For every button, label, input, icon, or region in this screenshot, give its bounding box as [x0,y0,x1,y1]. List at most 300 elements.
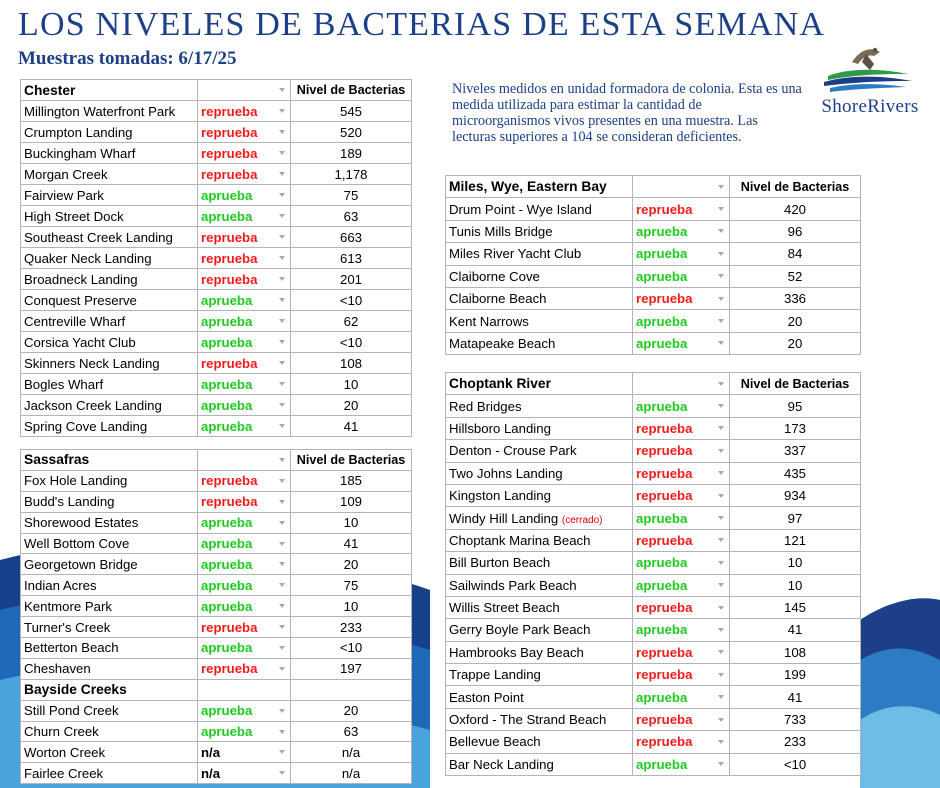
table-row [21,332,412,353]
bacteria-level: 420 [730,198,861,220]
logo-wordmark: ShoreRivers [821,96,919,117]
status-value: reprueba [201,661,258,677]
site-name: Drum Point - Wye Island [449,201,592,217]
site-name: Claiborne Cove [449,268,540,284]
status-dropdown[interactable] [198,248,291,269]
status-dropdown[interactable] [198,638,291,659]
bacteria-level: 41 [291,416,412,437]
status-dropdown[interactable] [633,529,730,551]
status-dropdown[interactable] [198,206,291,227]
shorerivers-logo [808,44,932,120]
status-dropdown[interactable] [198,742,291,763]
choptank-river-table [445,372,861,776]
bacteria-level: 197 [291,658,412,679]
site-name: Buckingham Wharf [24,145,136,161]
bacteria-level: 75 [291,185,412,206]
site-name-cell [21,101,198,122]
bacteria-level: 233 [730,731,861,753]
table-row [446,440,861,462]
chevron-down-icon[interactable] [279,277,285,281]
bacteria-level: 20 [730,332,861,354]
table-row [446,310,861,332]
chevron-down-icon[interactable] [279,479,285,483]
table-row [21,185,412,206]
table-row [21,248,412,269]
bacteria-level: n/a [291,742,412,763]
site-name-cell [446,440,633,462]
chevron-down-icon[interactable] [279,382,285,386]
chevron-down-icon[interactable] [718,426,724,430]
status-dropdown[interactable] [198,491,291,512]
status-value: aprueba [636,398,688,414]
status-dropdown[interactable] [633,220,730,242]
chevron-down-icon[interactable] [279,771,285,775]
status-header[interactable] [633,176,730,198]
table-row [21,311,412,332]
status-value: aprueba [201,536,253,551]
chevron-down-icon[interactable] [279,646,285,650]
status-value: reprueba [636,644,693,660]
site-name-cell [21,206,198,227]
value-header: Nivel de Bacterias [730,373,861,395]
status-dropdown[interactable] [198,575,291,596]
status-dropdown[interactable] [633,417,730,439]
status-dropdown[interactable] [633,708,730,730]
site-name-cell [446,731,633,753]
chevron-down-icon[interactable] [279,709,285,713]
bacteria-level: 545 [291,101,412,122]
bacteria-level: 121 [730,529,861,551]
site-name-cell [446,641,633,663]
status-dropdown[interactable] [198,763,291,784]
status-value: reprueba [201,166,258,182]
table-row [21,416,412,437]
bacteria-level: 663 [291,227,412,248]
site-name-cell [446,417,633,439]
site-name: Denton - Crouse Park [449,443,577,459]
status-value: aprueba [636,510,688,526]
chevron-down-icon[interactable] [718,274,724,278]
filter-dropdown-icon[interactable] [279,458,285,462]
site-name-cell [21,311,198,332]
site-name: Hambrooks Bay Beach [449,644,584,660]
table-row [21,512,412,533]
status-value: reprueba [636,201,693,217]
bacteria-level: 63 [291,206,412,227]
status-dropdown[interactable] [633,574,730,596]
status-dropdown[interactable] [198,101,291,122]
table-header-row [21,679,412,700]
status-value: reprueba [201,250,258,266]
filter-dropdown-icon[interactable] [279,88,285,92]
status-dropdown[interactable] [633,731,730,753]
status-value: aprueba [201,376,253,392]
site-name: Oxford - The Strand Beach [449,712,607,728]
site-name-cell [21,638,198,659]
status-dropdown[interactable] [633,664,730,686]
chevron-down-icon[interactable] [279,256,285,260]
chevron-down-icon[interactable] [279,667,285,671]
site-name: Georgetown Bridge [24,556,138,572]
status-dropdown[interactable] [198,374,291,395]
status-dropdown[interactable] [633,641,730,663]
table-row [446,220,861,242]
bacteria-level: 520 [291,122,412,143]
chevron-down-icon[interactable] [718,695,724,699]
status-dropdown[interactable] [633,310,730,332]
table-row [446,484,861,506]
bacteria-level: 41 [730,619,861,641]
table-row [21,575,412,596]
table-header-row [21,450,412,471]
table-row [446,462,861,484]
site-name: Red Bridges [449,398,522,414]
chevron-down-icon[interactable] [718,404,724,408]
status-dropdown[interactable] [198,721,291,742]
status-value: aprueba [636,756,688,772]
bacteria-level: 20 [291,700,412,721]
chevron-down-icon[interactable] [718,494,724,498]
site-name: Kentmore Park [24,598,112,614]
table-row [446,287,861,309]
status-dropdown[interactable] [198,533,291,554]
table-row [21,721,412,742]
chevron-down-icon[interactable] [279,542,285,546]
bacteria-level: 10 [730,574,861,596]
chevron-down-icon[interactable] [279,500,285,504]
table-row [446,596,861,618]
table-row [21,742,412,763]
bacteria-level: 62 [291,311,412,332]
chevron-down-icon[interactable] [279,235,285,239]
status-dropdown[interactable] [633,462,730,484]
site-name-cell [21,332,198,353]
table-row [446,332,861,354]
chevron-down-icon[interactable] [279,730,285,734]
site-name: Millington Waterfront Park [24,103,176,119]
table-row [21,491,412,512]
status-value: aprueba [201,208,253,224]
status-value: aprueba [636,268,688,284]
status-dropdown[interactable] [198,164,291,185]
status-dropdown[interactable] [633,484,730,506]
site-name: Indian Acres [24,577,97,593]
chevron-down-icon[interactable] [279,130,285,134]
status-dropdown[interactable] [198,554,291,575]
chevron-down-icon[interactable] [718,673,724,677]
table-row [21,122,412,143]
site-name: Kent Narrows [449,313,529,329]
site-name: Morgan Creek [24,166,108,182]
site-name-cell [21,721,198,742]
table-header-row [446,176,861,198]
chevron-down-icon[interactable] [718,516,724,520]
site-name: Quaker Neck Landing [24,250,152,266]
table-header-row [446,373,861,395]
status-value: reprueba [636,465,693,481]
status-dropdown[interactable] [633,686,730,708]
site-name-cell [446,484,633,506]
chevron-down-icon[interactable] [718,718,724,722]
status-dropdown[interactable] [633,440,730,462]
status-value: aprueba [636,689,688,705]
table-row [446,708,861,730]
region-header: Sassafras [21,450,198,471]
site-name: Still Pond Creek [24,703,119,719]
chevron-down-icon[interactable] [279,214,285,218]
table-row [21,227,412,248]
status-header[interactable] [198,450,291,471]
status-value: reprueba [636,420,693,436]
status-dropdown[interactable] [633,507,730,529]
bacteria-level: n/a [291,763,412,784]
value-header: Nivel de Bacterias [291,450,412,471]
chevron-down-icon[interactable] [279,562,285,566]
status-dropdown[interactable] [198,185,291,206]
chevron-down-icon[interactable] [718,628,724,632]
table-row [446,552,861,574]
site-name: Southeast Creek Landing [24,229,173,245]
status-dropdown[interactable] [198,353,291,374]
chevron-down-icon[interactable] [279,604,285,608]
site-name: Tunis Mills Bridge [449,223,553,239]
chevron-down-icon[interactable] [718,319,724,323]
site-name: Betterton Beach [24,640,119,656]
bacteria-level: 199 [730,664,861,686]
chevron-down-icon[interactable] [279,403,285,407]
bacteria-level: 10 [730,552,861,574]
status-dropdown[interactable] [633,395,730,417]
table-row [21,700,412,721]
table-row [446,243,861,265]
status-dropdown[interactable] [198,512,291,533]
status-value: aprueba [201,418,253,434]
chevron-down-icon[interactable] [718,561,724,565]
bacteria-level: 41 [730,686,861,708]
chevron-down-icon[interactable] [718,449,724,453]
status-dropdown[interactable] [198,122,291,143]
bacteria-level: 173 [730,417,861,439]
site-name: Spring Cove Landing [24,418,148,434]
site-name-cell [21,269,198,290]
status-dropdown[interactable] [633,332,730,354]
bacteria-level: 201 [291,269,412,290]
status-value: aprueba [201,397,253,413]
bacteria-level: 20 [291,554,412,575]
status-dropdown[interactable] [633,753,730,775]
site-name: Willis Street Beach [449,600,560,616]
chevron-down-icon[interactable] [279,298,285,302]
status-value: reprueba [636,291,693,307]
site-name-cell [446,220,633,242]
table-row [21,617,412,638]
status-value: aprueba [201,703,253,719]
region-header: Chester [21,80,198,101]
site-name-cell [446,287,633,309]
chevron-down-icon[interactable] [279,193,285,197]
chevron-down-icon[interactable] [718,341,724,345]
value-header-empty [291,679,412,700]
status-value: reprueba [201,271,258,287]
filter-dropdown-icon[interactable] [718,185,724,189]
site-name-cell [446,310,633,332]
status-dropdown[interactable] [633,198,730,220]
site-name: Worton Creek [24,744,106,760]
site-name-cell [446,395,633,417]
chevron-down-icon[interactable] [279,109,285,113]
status-value: reprueba [201,145,258,161]
chevron-down-icon[interactable] [279,172,285,176]
bacteria-level: 435 [730,462,861,484]
bacteria-level: 20 [730,310,861,332]
sample-date: Muestras tomadas: 6/17/25 [18,48,237,69]
status-value: reprueba [201,229,258,245]
table-row [446,417,861,439]
chevron-down-icon[interactable] [279,424,285,428]
table-row [446,529,861,551]
site-name: Bill Burton Beach [449,555,551,571]
site-name: Corsica Yacht Club [24,334,136,350]
site-name: Trappe Landing [449,667,541,683]
site-name-cell [21,554,198,575]
site-name-cell [446,332,633,354]
chevron-down-icon[interactable] [279,625,285,629]
chevron-down-icon[interactable] [718,229,724,233]
status-dropdown[interactable] [633,596,730,618]
status-dropdown[interactable] [633,552,730,574]
status-value: reprueba [636,600,693,616]
status-dropdown[interactable] [198,395,291,416]
sassafras-table [20,449,412,784]
site-name-cell [21,742,198,763]
status-dropdown[interactable] [198,617,291,638]
chevron-down-icon[interactable] [718,252,724,256]
chevron-down-icon[interactable] [279,151,285,155]
status-value: reprueba [201,619,258,635]
bacteria-level: 41 [291,533,412,554]
site-name: Matapeake Beach [449,335,556,351]
status-dropdown[interactable] [198,290,291,311]
chevron-down-icon[interactable] [718,471,724,475]
chevron-down-icon[interactable] [279,521,285,525]
status-dropdown[interactable] [633,619,730,641]
filter-dropdown-icon[interactable] [718,382,724,386]
chevron-down-icon[interactable] [718,762,724,766]
status-dropdown[interactable] [198,269,291,290]
bacteria-level: 336 [730,287,861,309]
bacteria-level: 733 [730,708,861,730]
site-name-cell [21,617,198,638]
status-header[interactable] [633,373,730,395]
site-name-cell [21,512,198,533]
site-name-cell [446,198,633,220]
status-value: reprueba [201,494,258,510]
status-value: n/a [201,744,221,760]
status-dropdown[interactable] [633,265,730,287]
status-value: aprueba [201,313,253,329]
status-dropdown[interactable] [198,658,291,679]
heron-and-river-logo-icon [808,44,932,96]
status-value: aprueba [636,555,688,571]
region-header: Miles, Wye, Eastern Bay [446,176,633,198]
chevron-down-icon[interactable] [718,740,724,744]
status-value: aprueba [636,577,688,593]
status-dropdown[interactable] [198,332,291,353]
site-name: Broadneck Landing [24,271,138,287]
status-dropdown[interactable] [198,700,291,721]
chevron-down-icon[interactable] [718,207,724,211]
site-name-cell [21,122,198,143]
chevron-down-icon[interactable] [279,361,285,365]
status-dropdown[interactable] [198,416,291,437]
bacteria-level: 97 [730,507,861,529]
status-dropdown[interactable] [633,243,730,265]
site-name-cell [21,700,198,721]
status-value: aprueba [201,292,253,308]
bacteria-level: 108 [291,353,412,374]
status-value: aprueba [201,640,253,656]
bacteria-level: 108 [730,641,861,663]
status-value: n/a [201,765,221,781]
bacteria-level: 63 [291,721,412,742]
status-value: reprueba [636,532,693,548]
chevron-down-icon[interactable] [718,606,724,610]
table-row [446,686,861,708]
chevron-down-icon[interactable] [279,340,285,344]
status-dropdown[interactable] [198,596,291,617]
status-header[interactable] [198,80,291,101]
chevron-down-icon[interactable] [279,319,285,323]
status-value: reprueba [636,712,693,728]
chevron-down-icon[interactable] [279,583,285,587]
site-name-cell [446,574,633,596]
chevron-down-icon[interactable] [279,750,285,754]
site-name: Two Johns Landing [449,465,563,481]
table-row [21,554,412,575]
table-row [21,269,412,290]
site-name: Windy Hill Landing [449,510,559,526]
table-row [21,353,412,374]
status-dropdown[interactable] [198,470,291,491]
status-dropdown[interactable] [198,227,291,248]
status-value: aprueba [201,334,253,350]
status-value: reprueba [201,103,258,119]
table-row [21,374,412,395]
status-value: reprueba [201,355,258,371]
site-name: Centreville Wharf [24,313,126,329]
status-dropdown[interactable] [198,143,291,164]
chevron-down-icon[interactable] [718,297,724,301]
site-name: High Street Dock [24,208,124,224]
site-name-cell [21,395,198,416]
status-value: aprueba [201,187,253,203]
chevron-down-icon[interactable] [718,538,724,542]
bacteria-level: 95 [730,395,861,417]
status-dropdown[interactable] [633,287,730,309]
table-row [21,164,412,185]
chevron-down-icon[interactable] [718,583,724,587]
region-header: Choptank River [446,373,633,395]
bacteria-level: <10 [291,638,412,659]
site-name-cell [21,763,198,784]
site-name: Fairlee Creek [24,765,104,781]
status-value: aprueba [201,515,253,531]
status-value: aprueba [201,598,253,614]
chevron-down-icon[interactable] [718,650,724,654]
status-dropdown[interactable] [198,311,291,332]
table-row [446,198,861,220]
site-name-cell [21,227,198,248]
